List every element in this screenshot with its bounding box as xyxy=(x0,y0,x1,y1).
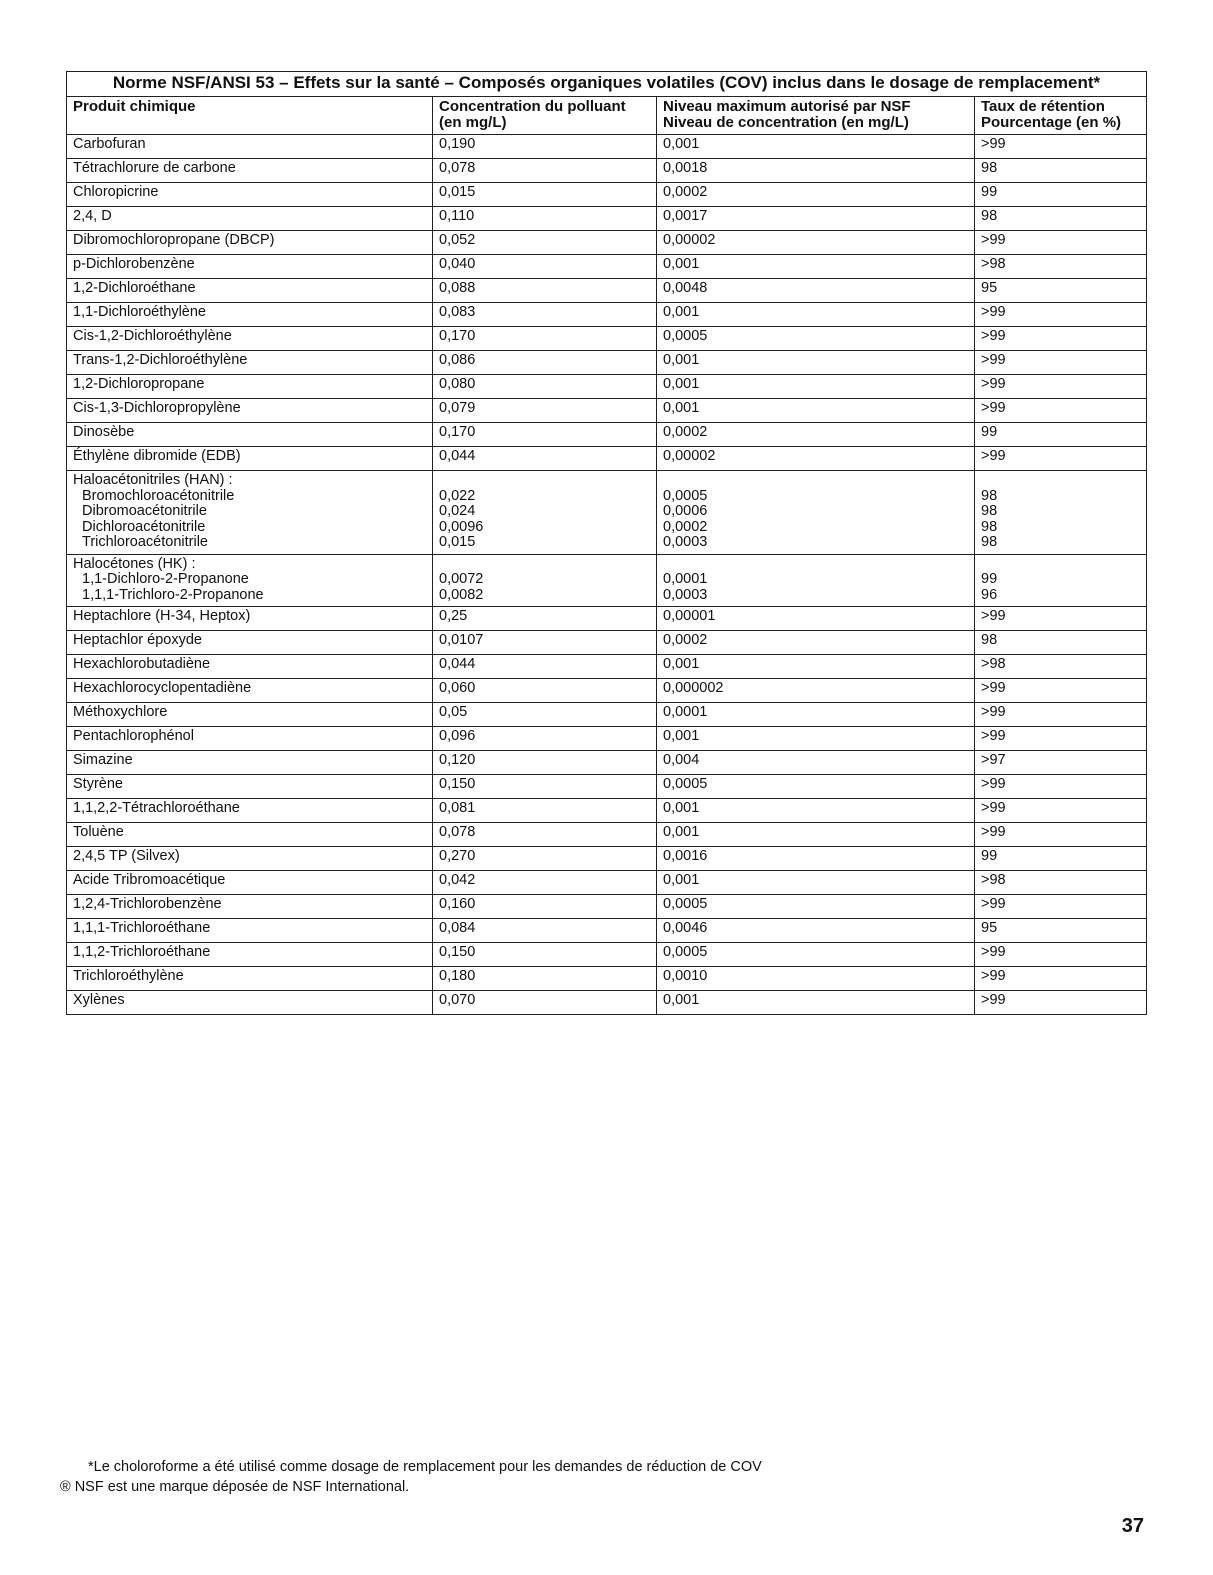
group-item-value: 0,0082 xyxy=(439,586,484,603)
table-cell xyxy=(433,471,657,555)
table-cell: 0,042 xyxy=(433,871,657,895)
table-cell: 1,1,1-Trichloroéthane xyxy=(67,919,433,943)
cov-reduction-table xyxy=(66,71,1147,1015)
table-cell: 0,070 xyxy=(433,991,657,1015)
table-cell: Styrène xyxy=(67,775,433,799)
table-row-group xyxy=(67,471,1147,555)
column-header-line: (en mg/L) xyxy=(439,114,507,131)
table-cell: 0,044 xyxy=(433,447,657,471)
table-cell: Tétrachlorure de carbone xyxy=(67,159,433,183)
table-cell: 0,052 xyxy=(433,231,657,255)
table-cell: 0,079 xyxy=(433,399,657,423)
table-cell: Heptachlore (H-34, Heptox) xyxy=(67,607,433,631)
table-cell: >99 xyxy=(975,967,1147,991)
table-cell: 0,083 xyxy=(433,303,657,327)
table-cell: 0,170 xyxy=(433,423,657,447)
page-number: 37 xyxy=(1121,1515,1144,1537)
table-cell: 0,0107 xyxy=(433,631,657,655)
table-title: Norme NSF/ANSI 53 – Effets sur la santé – Composés organiques volatiles (COV) inclus dans le dosage de remplacement* xyxy=(67,72,1147,97)
table-cell: 99 xyxy=(975,847,1147,871)
table-row xyxy=(67,847,1147,871)
table-cell: >99 xyxy=(975,775,1147,799)
table-row xyxy=(67,375,1147,399)
table-cell: >99 xyxy=(975,375,1147,399)
table-cell: 0,001 xyxy=(657,823,975,847)
table-cell: 0,0005 xyxy=(657,775,975,799)
table-row xyxy=(67,447,1147,471)
table-row xyxy=(67,303,1147,327)
table-row xyxy=(67,183,1147,207)
table-row-group xyxy=(67,554,1147,607)
group-item-value: 98 xyxy=(981,534,998,550)
table-cell: 0,044 xyxy=(433,655,657,679)
footnote-trademark: ® NSF est une marque déposée de NSF International. xyxy=(60,1479,410,1495)
table-cell: 0,25 xyxy=(433,607,657,631)
table-cell: 0,084 xyxy=(433,919,657,943)
table-cell: 0,0002 xyxy=(657,183,975,207)
table-cell: 0,060 xyxy=(433,679,657,703)
table-cell: 2,4,5 TP (Silvex) xyxy=(67,847,433,871)
column-header-line: Pourcentage (en %) xyxy=(981,114,1122,131)
table-cell: 1,2-Dichloroéthane xyxy=(67,279,433,303)
group-item-value: 0,0005 xyxy=(663,487,708,504)
table-row xyxy=(67,679,1147,703)
group-item-value: 98 xyxy=(981,518,998,535)
group-item-value: 0,0003 xyxy=(663,534,708,550)
table-cell: p-Dichlorobenzène xyxy=(67,255,433,279)
table-row xyxy=(67,207,1147,231)
group-item-value: 0,015 xyxy=(439,534,476,550)
table-cell: Simazine xyxy=(67,751,433,775)
table-cell: 0,0005 xyxy=(657,327,975,351)
table-row xyxy=(67,631,1147,655)
table-row xyxy=(67,255,1147,279)
column-header-concentration xyxy=(433,97,657,135)
table-cell: Heptachlor époxyde xyxy=(67,631,433,655)
group-item-value: 0,0072 xyxy=(439,571,484,587)
column-header-line: Niveau de concentration (en mg/L) xyxy=(663,114,909,131)
table-cell: 98 xyxy=(975,631,1147,655)
table-cell: Dinosèbe xyxy=(67,423,433,447)
group-item-value: 0,024 xyxy=(439,503,476,519)
table-body xyxy=(67,135,1147,1015)
table-row xyxy=(67,423,1147,447)
column-header-retention xyxy=(975,97,1147,135)
group-item-value: 98 xyxy=(981,487,998,504)
table-cell: 0,0046 xyxy=(657,919,975,943)
table-cell: 0,0016 xyxy=(657,847,975,871)
table-cell: 0,150 xyxy=(433,775,657,799)
table-row xyxy=(67,655,1147,679)
table-cell: 0,0048 xyxy=(657,279,975,303)
table-cell: Carbofuran xyxy=(67,135,433,159)
table-cell: 0,096 xyxy=(433,727,657,751)
table-cell: 1,1-Dichloroéthylène xyxy=(67,303,433,327)
group-item-value: Trichloroacétonitrile xyxy=(82,534,208,550)
table-cell: Trichloroéthylène xyxy=(67,967,433,991)
column-header-line: Niveau maximum autorisé par NSF xyxy=(663,98,911,115)
table-cell: 1,1,2,2-Tétrachloroéthane xyxy=(67,799,433,823)
table-cell: 0,081 xyxy=(433,799,657,823)
group-item-value: Dichloroacétonitrile xyxy=(82,518,206,535)
table-cell: 0,150 xyxy=(433,943,657,967)
table-row xyxy=(67,943,1147,967)
table-cell: 0,00002 xyxy=(657,231,975,255)
table-cell: >99 xyxy=(975,303,1147,327)
table-cell: 98 xyxy=(975,159,1147,183)
table-cell: Hexachlorocyclopentadiène xyxy=(67,679,433,703)
table-row xyxy=(67,135,1147,159)
table-cell: Chloropicrine xyxy=(67,183,433,207)
table-row xyxy=(67,159,1147,183)
table-cell: 1,2,4-Trichlorobenzène xyxy=(67,895,433,919)
group-item-value: 99 xyxy=(981,571,998,587)
table-cell xyxy=(975,471,1147,555)
table-cell: Acide Tribromoacétique xyxy=(67,871,433,895)
table-row xyxy=(67,919,1147,943)
table-cell: 0,270 xyxy=(433,847,657,871)
table-cell: 0,00001 xyxy=(657,607,975,631)
table-cell: 0,086 xyxy=(433,351,657,375)
table-cell: Hexachlorobutadiène xyxy=(67,655,433,679)
table-cell: >98 xyxy=(975,871,1147,895)
group-item-value: 1,1-Dichloro-2-Propanone xyxy=(82,571,249,587)
table-row xyxy=(67,351,1147,375)
table-cell: >99 xyxy=(975,943,1147,967)
table-cell: 0,190 xyxy=(433,135,657,159)
group-label: Halocétones (HK) : xyxy=(73,555,196,572)
table-cell: 0,0001 xyxy=(657,703,975,727)
group-item-value: 0,0001 xyxy=(663,571,708,587)
table-cell: Cis-1,3-Dichloropropylène xyxy=(67,399,433,423)
table-row xyxy=(67,799,1147,823)
table-cell: >99 xyxy=(975,991,1147,1015)
column-header-max-level xyxy=(657,97,975,135)
table-cell: 0,180 xyxy=(433,967,657,991)
table-row xyxy=(67,967,1147,991)
table-cell: >99 xyxy=(975,607,1147,631)
table-cell: >99 xyxy=(975,327,1147,351)
table-cell: >99 xyxy=(975,135,1147,159)
table-cell: 99 xyxy=(975,183,1147,207)
group-item-value: 0,0006 xyxy=(663,503,708,519)
table-cell: >99 xyxy=(975,447,1147,471)
table-cell: 2,4, D xyxy=(67,207,433,231)
table-row xyxy=(67,327,1147,351)
table-cell: 98 xyxy=(975,207,1147,231)
table-cell: Cis-1,2-Dichloroéthylène xyxy=(67,327,433,351)
table-row xyxy=(67,871,1147,895)
table-cell: >98 xyxy=(975,255,1147,279)
table-row xyxy=(67,895,1147,919)
document-page xyxy=(66,71,1146,1015)
table-cell: 0,05 xyxy=(433,703,657,727)
table-cell: >99 xyxy=(975,231,1147,255)
footnotes xyxy=(60,1457,762,1497)
table-row xyxy=(67,607,1147,631)
table-cell: 95 xyxy=(975,279,1147,303)
table-row xyxy=(67,727,1147,751)
table-cell: 99 xyxy=(975,423,1147,447)
column-header-row xyxy=(67,97,1147,135)
table-cell: 0,160 xyxy=(433,895,657,919)
table-cell xyxy=(67,554,433,607)
table-cell: 0,001 xyxy=(657,303,975,327)
table-cell: >99 xyxy=(975,895,1147,919)
table-cell: 0,078 xyxy=(433,159,657,183)
table-cell: 0,001 xyxy=(657,135,975,159)
table-cell: 0,0018 xyxy=(657,159,975,183)
table-cell xyxy=(657,554,975,607)
footnote-surrogate: *Le choloroforme a été utilisé comme dosage de remplacement pour les demandes de réduction de COV xyxy=(88,1459,762,1475)
table-row xyxy=(67,399,1147,423)
table-cell xyxy=(657,471,975,555)
table-cell: Méthoxychlore xyxy=(67,703,433,727)
table-cell: 0,001 xyxy=(657,727,975,751)
table-cell: >99 xyxy=(975,727,1147,751)
table-cell: 0,004 xyxy=(657,751,975,775)
table-cell: 0,170 xyxy=(433,327,657,351)
group-item-value: 0,0003 xyxy=(663,586,708,603)
table-cell: >99 xyxy=(975,823,1147,847)
group-item-value: 0,022 xyxy=(439,487,476,504)
table-cell xyxy=(975,554,1147,607)
table-cell xyxy=(433,554,657,607)
table-cell: 0,080 xyxy=(433,375,657,399)
column-header-line: Taux de rétention xyxy=(981,98,1105,115)
group-item-value: Bromochloroacétonitrile xyxy=(82,487,235,504)
table-cell: 0,0005 xyxy=(657,895,975,919)
table-cell: 0,001 xyxy=(657,351,975,375)
table-cell: 0,001 xyxy=(657,799,975,823)
group-item-value: 0,0096 xyxy=(439,518,484,535)
table-cell: Trans-1,2-Dichloroéthylène xyxy=(67,351,433,375)
table-cell: 0,040 xyxy=(433,255,657,279)
column-header-line: Concentration du polluant xyxy=(439,98,626,115)
table-cell: Dibromochloropropane (DBCP) xyxy=(67,231,433,255)
table-cell: 0,0002 xyxy=(657,423,975,447)
table-row xyxy=(67,823,1147,847)
column-header-chemical xyxy=(67,97,433,135)
table-cell: 0,001 xyxy=(657,255,975,279)
group-item-value: 1,1,1-Trichloro-2-Propanone xyxy=(82,586,264,603)
table-cell: 1,1,2-Trichloroéthane xyxy=(67,943,433,967)
table-cell: >98 xyxy=(975,655,1147,679)
table-row xyxy=(67,775,1147,799)
group-item-value: 0,0002 xyxy=(663,518,708,535)
table-cell: 0,110 xyxy=(433,207,657,231)
table-cell: 0,0002 xyxy=(657,631,975,655)
table-cell: 0,0010 xyxy=(657,967,975,991)
group-item-value: Dibromoacétonitrile xyxy=(82,503,207,519)
table-cell: >97 xyxy=(975,751,1147,775)
table-cell: 0,088 xyxy=(433,279,657,303)
table-cell: >99 xyxy=(975,703,1147,727)
table-row xyxy=(67,231,1147,255)
table-row xyxy=(67,751,1147,775)
table-cell: 0,078 xyxy=(433,823,657,847)
table-cell: 0,001 xyxy=(657,991,975,1015)
table-cell: 0,001 xyxy=(657,871,975,895)
table-row xyxy=(67,991,1147,1015)
table-cell: >99 xyxy=(975,679,1147,703)
table-cell: 0,00002 xyxy=(657,447,975,471)
table-cell: >99 xyxy=(975,799,1147,823)
table-cell: Xylènes xyxy=(67,991,433,1015)
table-cell: 0,0005 xyxy=(657,943,975,967)
table-cell: Pentachlorophénol xyxy=(67,727,433,751)
table-cell: Éthylène dibromide (EDB) xyxy=(67,447,433,471)
table-cell: 1,2-Dichloropropane xyxy=(67,375,433,399)
table-cell: 0,001 xyxy=(657,375,975,399)
table-cell: 0,000002 xyxy=(657,679,975,703)
table-cell: 0,120 xyxy=(433,751,657,775)
table-cell: >99 xyxy=(975,399,1147,423)
table-row xyxy=(67,703,1147,727)
group-label: Haloacétonitriles (HAN) : xyxy=(73,472,233,488)
table-cell: 0,001 xyxy=(657,399,975,423)
table-cell xyxy=(67,471,433,555)
table-cell: 0,015 xyxy=(433,183,657,207)
table-cell: Toluène xyxy=(67,823,433,847)
table-cell: 0,001 xyxy=(657,655,975,679)
column-header-line: Produit chimique xyxy=(73,98,196,115)
group-item-value: 96 xyxy=(981,586,998,603)
table-cell: 95 xyxy=(975,919,1147,943)
table-cell: 0,0017 xyxy=(657,207,975,231)
table-row xyxy=(67,279,1147,303)
table-cell: >99 xyxy=(975,351,1147,375)
group-item-value: 98 xyxy=(981,503,998,519)
